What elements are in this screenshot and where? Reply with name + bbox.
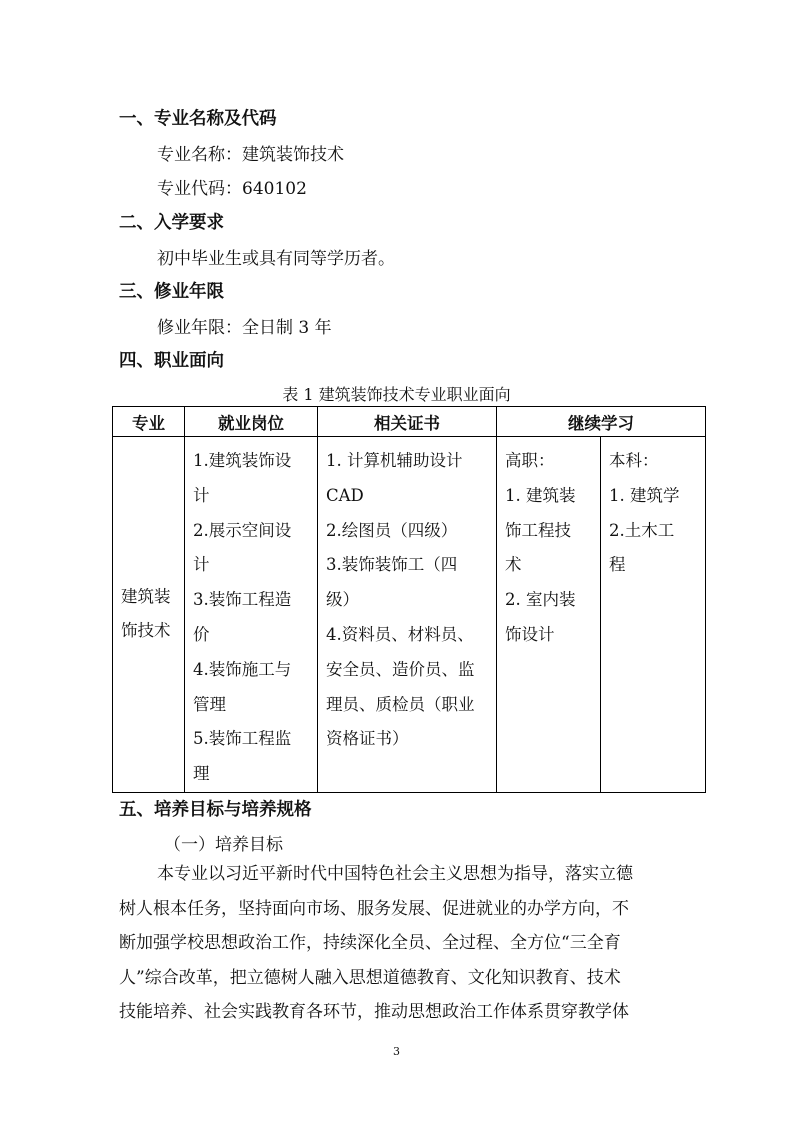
cell-line: 安全员、造价员、监	[326, 659, 475, 679]
career-orientation-table	[112, 406, 706, 793]
page-number: 3	[393, 1045, 400, 1058]
paragraph-line: 断加强学校思想政治工作，持续深化全员、全过程、全方位“三全育	[119, 933, 621, 954]
cell-line: 4.装饰施工与	[193, 659, 292, 679]
higher-vocational-cell	[497, 437, 601, 793]
cell-line: 理员、质检员（职业	[326, 694, 475, 714]
jobs-cell	[185, 437, 318, 793]
cell-line: 计	[193, 555, 210, 575]
cell-line: 2.土木工	[609, 520, 675, 540]
major-cell	[113, 437, 185, 793]
header-jobs: 就业岗位	[185, 407, 318, 437]
paragraph-line: 技能培养、社会实践教育各环节，推动思想政治工作体系贯穿教学体	[119, 1002, 629, 1023]
cell-line: 计	[193, 485, 210, 505]
cell-line: 2.展示空间设	[193, 520, 292, 540]
paragraph-line: 本专业以习近平新时代中国特色社会主义思想为指导，落实立德	[157, 864, 633, 884]
section-2-title: 二、入学要求	[119, 213, 224, 233]
section-1-title: 一、专业名称及代码	[119, 109, 277, 129]
cell-line: 级）	[326, 590, 359, 610]
cell-line: 高职：	[505, 451, 555, 470]
section-5-title: 五、培养目标与培养规格	[119, 800, 312, 820]
cell-line: 1. 建筑装	[505, 485, 576, 505]
header-major: 专业	[113, 407, 185, 437]
major-name-line: 专业名称：建筑装饰技术	[157, 145, 344, 165]
cell-line: 理	[193, 764, 210, 784]
cell-line: 5.装饰工程监	[193, 729, 292, 749]
study-duration-line: 修业年限：全日制 3 年	[157, 318, 332, 338]
cell-line: 饰技术	[121, 621, 171, 641]
cell-line: CAD	[326, 485, 364, 505]
paragraph-line: 人”综合改革，把立德树人融入思想道德教育、文化知识教育、技术	[119, 967, 621, 988]
cell-line: 饰设计	[505, 624, 555, 644]
header-further-study: 继续学习	[497, 407, 706, 437]
training-objective-paragraph	[119, 857, 675, 1030]
cell-line: 饰工程技	[505, 520, 571, 540]
cell-line: 1. 建筑学	[609, 485, 680, 505]
section-3-title: 三、修业年限	[119, 282, 224, 302]
cell-line: 程	[609, 555, 626, 575]
cell-line: 1.建筑装饰设	[193, 451, 292, 470]
cell-line: 建筑装	[121, 586, 171, 606]
paragraph-line: 树人根本任务，坚持面向市场、服务发展、促进就业的办学方向，不	[119, 898, 629, 919]
cell-line: 1. 计算机辅助设计	[326, 451, 463, 470]
cell-line: 2. 室内装	[505, 590, 576, 610]
table-row	[113, 437, 706, 793]
table-caption: 表 1 建筑装饰技术专业职业面向	[282, 385, 511, 404]
subsection-title: （一）培养目标	[164, 835, 283, 855]
cell-line: 价	[193, 624, 210, 644]
cell-line: 3.装饰工程造	[193, 590, 292, 610]
cell-line: 2.绘图员（四级）	[326, 520, 458, 540]
cell-line: 本科：	[609, 451, 659, 470]
section-4-title: 四、职业面向	[119, 351, 224, 371]
cell-line: 4.资料员、材料员、	[326, 624, 474, 644]
undergraduate-cell	[601, 437, 706, 793]
header-certificates: 相关证书	[318, 407, 497, 437]
cell-line: 资格证书）	[326, 729, 409, 749]
certificates-cell	[318, 437, 497, 793]
major-code-line: 专业代码：640102	[157, 179, 307, 199]
admission-requirement-line: 初中毕业生或具有同等学历者。	[157, 249, 395, 269]
cell-line: 管理	[193, 694, 226, 714]
cell-line: 术	[505, 555, 522, 575]
table-header-row	[113, 407, 706, 437]
cell-line: 3.装饰装饰工（四	[326, 555, 458, 575]
